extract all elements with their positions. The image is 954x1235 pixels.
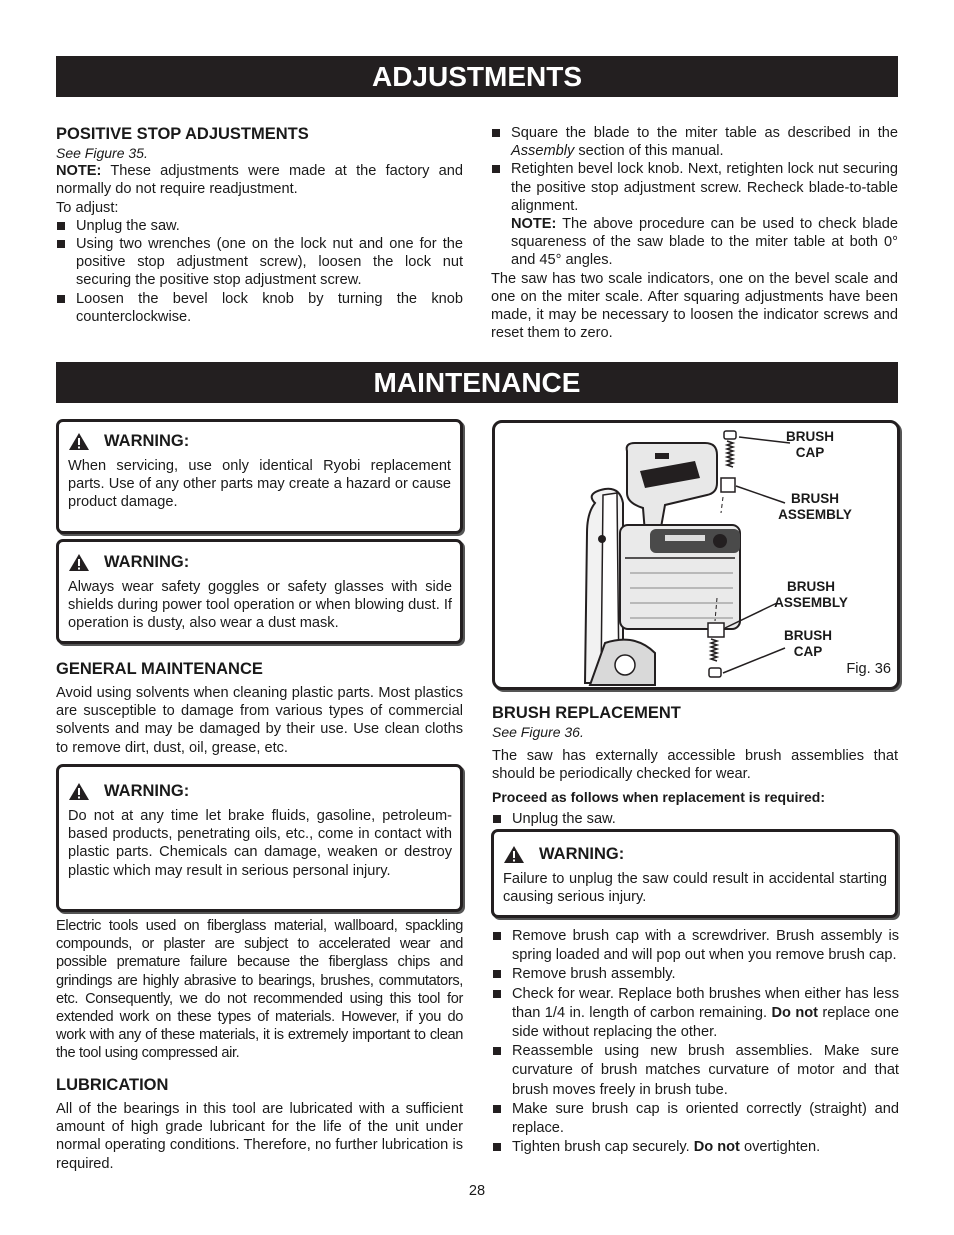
figure-36 [492, 420, 900, 690]
adjustments-right-section [491, 124, 898, 342]
adjustments-banner: ADJUSTMENTS [56, 56, 898, 97]
general-maintenance-heading: GENERAL MAINTENANCE [56, 660, 263, 678]
list-item: Remove brush assembly. [492, 965, 899, 984]
fiberglass-section [56, 917, 463, 1063]
lubrication-section [56, 1075, 463, 1173]
list-item: Unplug the saw. [56, 217, 463, 235]
proceed-label: Proceed as follows when replacement is required: [492, 788, 825, 805]
see-figure-35: See Figure 35. [56, 145, 148, 161]
lubrication-heading: LUBRICATION [56, 1076, 169, 1094]
warning-box-replacement-parts [56, 419, 463, 534]
list-item: Make sure brush cap is oriented correctly (straight) and replace. [492, 1100, 899, 1138]
saw-motor-illustration [495, 423, 795, 687]
warning-box-brake-fluids [56, 764, 463, 912]
general-maintenance-text: Avoid using solvents when cleaning plastic parts. Most plastics are susceptible to damage from various types of commercial solvents and may be damaged by their use. Use clean cloths to remove dirt, dust, oil, grease, etc. [56, 685, 463, 756]
warning-label: WARNING: [104, 432, 190, 451]
warning-triangle-icon [68, 553, 90, 572]
warning-text: Always wear safety goggles or safety glasses with side shields during power tool operation or when blowing dust. If operation is dusty, also wear a dust mask. [68, 579, 452, 632]
list-item: Check for wear. Replace both brushes when either has less than 1/4 in. length of carbon remaining. Do not replace one side without replacing the other. [492, 985, 899, 1043]
brush-replacement-heading: BRUSH REPLACEMENT [492, 704, 681, 722]
callout-brush-cap-bottom: BRUSH CAP [783, 628, 832, 659]
maintenance-banner: MAINTENANCE [56, 362, 898, 403]
list-item: Tighten brush cap securely. Do not overtighten. [492, 1138, 899, 1157]
brush-intro-text: The saw has externally accessible brush assemblies that should be periodically checked for wear. [492, 748, 898, 783]
callout-brush-assembly-bottom: BRUSH ASSEMBLY [774, 579, 848, 610]
list-item: Unplug the saw. [492, 810, 898, 828]
positive-stop-section [56, 124, 463, 326]
list-item: Using two wrenches (one on the lock nut and one for the positive stop adjustment screw), loosen the lock nut securing the positive stop adjustment screw. [56, 235, 463, 290]
warning-label: WARNING: [104, 553, 190, 572]
list-item: Remove brush cap with a screwdriver. Brush assembly is spring loaded and will pop out when you remove brush cap. [492, 927, 899, 965]
positive-stop-note: NOTE: These adjustments were made at the factory and normally do not require readjustment. [56, 163, 463, 198]
list-item: Retighten bevel lock knob. Next, retighten lock nut securing the positive stop adjustment screw. Recheck blade-to-table alignment. NOTE: The above procedure can be used to check blade squareness of the saw blade to the miter table at both 0° and 45° angles. [491, 160, 898, 269]
callout-brush-cap-top: BRUSH CAP [785, 429, 834, 460]
warning-text: Failure to unplug the saw could result in accidental starting causing serious injury. [503, 871, 887, 906]
warning-triangle-icon [68, 782, 90, 801]
warning-triangle-icon [68, 432, 90, 451]
warning-text: Do not at any time let brake fluids, gasoline, petroleum-based products, penetrating oils, etc., come in contact with plastic parts. Chemicals can damage, weaken or destroy plastic which may result in serious personal injury. [68, 808, 452, 879]
figure-caption: Fig. 36 [846, 661, 891, 677]
warning-box-unplug [491, 829, 898, 918]
warning-triangle-icon [503, 845, 525, 864]
see-figure-36: See Figure 36. [492, 724, 584, 740]
list-item: Reassemble using new brush assemblies. Make sure curvature of brush matches curvature of motor and that brush moves freely in brush tube. [492, 1042, 899, 1100]
fiberglass-text: Electric tools used on fiberglass material, wallboard, spackling compounds, or plaster are subject to accelerated wear and possible premature failure because the fiberglass chips and grindings are highly abrasive to bearings, brushes, commutators, etc. Consequently, we do not recommended using this tool for extended work on these types of materials. However, if you do work with any of these materials, it is extremely important to clean the tool using compressed air. [56, 918, 463, 1062]
page-number: 28 [468, 1183, 486, 1199]
scale-indicators-text: The saw has two scale indicators, one on the bevel scale and one on the miter scale. After squaring adjustments have been made, it may be necessary to loosen the indicator screws and reset them to zero. [491, 270, 898, 342]
warning-box-safety-goggles [56, 539, 463, 644]
general-maintenance-section [56, 659, 463, 757]
warning-label: WARNING: [104, 782, 190, 801]
to-adjust-label: To adjust: [56, 199, 119, 216]
brush-replacement-section [492, 703, 898, 828]
warning-label: WARNING: [539, 845, 625, 864]
squareness-note: NOTE: The above procedure can be used to check blade squareness of the saw blade to the miter table at both 0° and 45° angles. [511, 216, 898, 269]
brush-steps-section [492, 927, 899, 1157]
list-item: Square the blade to the miter table as described in the Assembly section of this manual. [491, 124, 898, 160]
list-item: Loosen the bevel lock knob by turning the knob counterclockwise. [56, 290, 463, 326]
positive-stop-heading: POSITIVE STOP ADJUSTMENTS [56, 125, 309, 143]
positive-stop-steps [56, 217, 463, 326]
callout-brush-assembly-top: BRUSH ASSEMBLY [778, 491, 852, 522]
warning-text: When servicing, use only identical Ryobi replacement parts. Use of any other parts may create a hazard or cause product damage. [68, 458, 451, 511]
lubrication-text: All of the bearings in this tool are lubricated with a sufficient amount of high grade lubricant for the life of the unit under normal operating conditions. Therefore, no further lubrication is required. [56, 1101, 463, 1172]
